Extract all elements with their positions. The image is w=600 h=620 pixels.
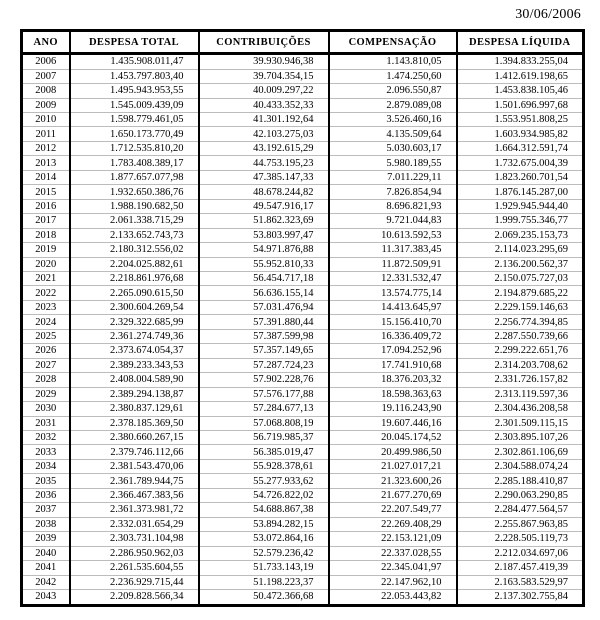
despesa-liquida-cell: 2.285.188.410,87 xyxy=(457,474,584,488)
compensacao-cell: 22.345.041,97 xyxy=(329,561,457,575)
compensacao-cell: 22.207.549,77 xyxy=(329,503,457,517)
despesa-liquida-cell: 1.394.833.255,04 xyxy=(457,54,584,70)
despesa-liquida-cell: 2.150.075.727,03 xyxy=(457,272,584,286)
despesa-liquida-cell: 1.501.696.997,68 xyxy=(457,98,584,112)
year-cell: 2014 xyxy=(22,170,70,184)
despesa-total-cell: 2.361.373.981,72 xyxy=(70,503,199,517)
compensacao-cell: 17.094.252,96 xyxy=(329,344,457,358)
contribuicoes-cell: 56.636.155,14 xyxy=(199,286,329,300)
contribuicoes-cell: 57.284.677,13 xyxy=(199,402,329,416)
despesa-liquida-cell: 1.603.934.985,82 xyxy=(457,127,584,141)
table-row xyxy=(22,127,584,141)
despesa-total-cell: 2.379.746.112,66 xyxy=(70,445,199,459)
compensacao-cell: 5.980.189,55 xyxy=(329,156,457,170)
year-cell: 2023 xyxy=(22,300,70,314)
contribuicoes-cell: 43.192.615,29 xyxy=(199,141,329,155)
contribuicoes-cell: 42.103.275,03 xyxy=(199,127,329,141)
year-cell: 2021 xyxy=(22,272,70,286)
table-row xyxy=(22,98,584,112)
despesa-total-cell: 2.332.031.654,29 xyxy=(70,517,199,531)
year-cell: 2028 xyxy=(22,373,70,387)
year-cell: 2008 xyxy=(22,84,70,98)
despesa-liquida-cell: 2.313.119.597,36 xyxy=(457,387,584,401)
compensacao-cell: 4.135.509,64 xyxy=(329,127,457,141)
despesa-liquida-cell: 2.229.159.146,63 xyxy=(457,300,584,314)
despesa-total-cell: 2.286.950.962,03 xyxy=(70,546,199,560)
despesa-total-cell: 2.133.652.743,73 xyxy=(70,228,199,242)
compensacao-cell: 19.116.243,90 xyxy=(329,402,457,416)
despesa-liquida-cell: 2.137.302.755,84 xyxy=(457,589,584,605)
despesa-liquida-cell: 2.228.505.119,73 xyxy=(457,532,584,546)
despesa-total-cell: 1.712.535.810,20 xyxy=(70,141,199,155)
contribuicoes-cell: 51.198.223,37 xyxy=(199,575,329,589)
despesa-total-cell: 2.209.828.566,34 xyxy=(70,589,199,605)
report-date: 30/06/2006 xyxy=(515,7,581,22)
contribuicoes-cell: 50.472.366,68 xyxy=(199,589,329,605)
compensacao-cell: 11.317.383,45 xyxy=(329,243,457,257)
table-row xyxy=(22,373,584,387)
despesa-total-cell: 1.650.173.770,49 xyxy=(70,127,199,141)
despesa-liquida-cell: 2.314.203.708,62 xyxy=(457,358,584,372)
year-cell: 2037 xyxy=(22,503,70,517)
compensacao-cell: 8.696.821,93 xyxy=(329,199,457,213)
contribuicoes-cell: 47.385.147,33 xyxy=(199,170,329,184)
compensacao-cell: 16.336.409,72 xyxy=(329,329,457,343)
year-cell: 2006 xyxy=(22,54,70,70)
table-row xyxy=(22,402,584,416)
despesa-total-cell: 2.180.312.556,02 xyxy=(70,243,199,257)
year-cell: 2018 xyxy=(22,228,70,242)
contribuicoes-cell: 40.433.352,33 xyxy=(199,98,329,112)
contribuicoes-cell: 57.287.724,23 xyxy=(199,358,329,372)
despesa-liquida-cell: 1.732.675.004,39 xyxy=(457,156,584,170)
year-cell: 2041 xyxy=(22,561,70,575)
contribuicoes-cell: 54.971.876,88 xyxy=(199,243,329,257)
year-cell: 2009 xyxy=(22,98,70,112)
despesa-liquida-cell: 2.136.200.562,37 xyxy=(457,257,584,271)
year-cell: 2034 xyxy=(22,459,70,473)
table-row xyxy=(22,214,584,228)
compensacao-cell: 18.376.203,32 xyxy=(329,373,457,387)
despesa-liquida-cell: 2.284.477.564,57 xyxy=(457,503,584,517)
contribuicoes-cell: 57.387.599,98 xyxy=(199,329,329,343)
year-cell: 2007 xyxy=(22,69,70,83)
despesa-liquida-cell: 1.412.619.198,65 xyxy=(457,69,584,83)
despesa-liquida-cell: 1.453.838.105,46 xyxy=(457,84,584,98)
despesa-total-cell: 1.783.408.389,17 xyxy=(70,156,199,170)
contribuicoes-cell: 41.301.192,64 xyxy=(199,113,329,127)
table-row xyxy=(22,113,584,127)
despesa-liquida-cell: 2.331.726.157,82 xyxy=(457,373,584,387)
table-row xyxy=(22,329,584,343)
despesa-liquida-cell: 1.553.951.808,25 xyxy=(457,113,584,127)
contribuicoes-cell: 55.277.933,62 xyxy=(199,474,329,488)
table-row xyxy=(22,300,584,314)
despesa-liquida-cell: 2.256.774.394,85 xyxy=(457,315,584,329)
table-row xyxy=(22,517,584,531)
year-cell: 2022 xyxy=(22,286,70,300)
year-cell: 2026 xyxy=(22,344,70,358)
contribuicoes-cell: 57.391.880,44 xyxy=(199,315,329,329)
table-header-row xyxy=(22,31,584,54)
despesa-total-cell: 1.495.943.953,55 xyxy=(70,84,199,98)
compensacao-cell: 7.826.854,94 xyxy=(329,185,457,199)
despesa-liquida-cell: 2.069.235.153,73 xyxy=(457,228,584,242)
table-row xyxy=(22,503,584,517)
compensacao-cell: 17.741.910,68 xyxy=(329,358,457,372)
contribuicoes-cell: 53.894.282,15 xyxy=(199,517,329,531)
despesa-liquida-cell: 1.664.312.591,74 xyxy=(457,141,584,155)
table-header xyxy=(22,31,584,54)
table-row xyxy=(22,286,584,300)
despesa-total-cell: 2.303.731.104,98 xyxy=(70,532,199,546)
year-cell: 2025 xyxy=(22,329,70,343)
contribuicoes-cell: 56.719.985,37 xyxy=(199,430,329,444)
contribuicoes-cell: 57.031.476,94 xyxy=(199,300,329,314)
despesa-total-cell: 2.361.789.944,75 xyxy=(70,474,199,488)
report-page xyxy=(20,0,582,607)
despesa-liquida-cell: 2.255.867.963,85 xyxy=(457,517,584,531)
year-cell: 2013 xyxy=(22,156,70,170)
despesa-liquida-cell: 2.114.023.295,69 xyxy=(457,243,584,257)
table-row xyxy=(22,156,584,170)
contribuicoes-cell: 57.902.228,76 xyxy=(199,373,329,387)
table-row xyxy=(22,532,584,546)
year-cell: 2031 xyxy=(22,416,70,430)
table-row xyxy=(22,488,584,502)
compensacao-cell: 22.337.028,55 xyxy=(329,546,457,560)
column-header-despesa-total: DESPESA TOTAL xyxy=(70,31,199,54)
despesa-total-cell: 2.381.543.470,06 xyxy=(70,459,199,473)
despesa-total-cell: 2.329.322.685,99 xyxy=(70,315,199,329)
contribuicoes-cell: 57.357.149,65 xyxy=(199,344,329,358)
year-cell: 2036 xyxy=(22,488,70,502)
contribuicoes-cell: 52.579.236,42 xyxy=(199,546,329,560)
compensacao-cell: 2.879.089,08 xyxy=(329,98,457,112)
despesa-liquida-cell: 2.303.895.107,26 xyxy=(457,430,584,444)
despesa-total-cell: 2.061.338.715,29 xyxy=(70,214,199,228)
contribuicoes-cell: 55.952.810,33 xyxy=(199,257,329,271)
despesa-total-cell: 2.261.535.604,55 xyxy=(70,561,199,575)
contribuicoes-cell: 56.454.717,18 xyxy=(199,272,329,286)
table-row xyxy=(22,358,584,372)
contribuicoes-cell: 54.726.822,02 xyxy=(199,488,329,502)
compensacao-cell: 12.331.532,47 xyxy=(329,272,457,286)
despesa-total-cell: 2.408.004.589,90 xyxy=(70,373,199,387)
despesa-liquida-cell: 2.302.861.106,69 xyxy=(457,445,584,459)
compensacao-cell: 21.027.017,21 xyxy=(329,459,457,473)
despesa-total-cell: 1.598.779.461,05 xyxy=(70,113,199,127)
year-cell: 2024 xyxy=(22,315,70,329)
contribuicoes-cell: 53.803.997,47 xyxy=(199,228,329,242)
table-row xyxy=(22,54,584,70)
contribuicoes-cell: 39.704.354,15 xyxy=(199,69,329,83)
column-header-despesa-liquida: DESPESA LÍQUIDA xyxy=(457,31,584,54)
table-row xyxy=(22,387,584,401)
table-row xyxy=(22,185,584,199)
year-cell: 2012 xyxy=(22,141,70,155)
despesa-total-cell: 1.877.657.077,98 xyxy=(70,170,199,184)
year-cell: 2015 xyxy=(22,185,70,199)
contribuicoes-cell: 51.862.323,69 xyxy=(199,214,329,228)
despesa-total-cell: 2.380.660.267,15 xyxy=(70,430,199,444)
compensacao-cell: 2.096.550,87 xyxy=(329,84,457,98)
despesa-total-cell: 2.204.025.882,61 xyxy=(70,257,199,271)
contribuicoes-cell: 57.068.808,19 xyxy=(199,416,329,430)
table-row xyxy=(22,459,584,473)
year-cell: 2033 xyxy=(22,445,70,459)
pension-expense-projection-table xyxy=(20,29,585,607)
despesa-liquida-cell: 2.299.222.651,76 xyxy=(457,344,584,358)
contribuicoes-cell: 39.930.946,38 xyxy=(199,54,329,70)
compensacao-cell: 18.598.363,63 xyxy=(329,387,457,401)
despesa-liquida-cell: 2.212.034.697,06 xyxy=(457,546,584,560)
table-row xyxy=(22,474,584,488)
despesa-liquida-cell: 2.194.879.685,22 xyxy=(457,286,584,300)
year-cell: 2032 xyxy=(22,430,70,444)
compensacao-cell: 1.143.810,05 xyxy=(329,54,457,70)
contribuicoes-cell: 51.733.143,19 xyxy=(199,561,329,575)
despesa-liquida-cell: 1.929.945.944,40 xyxy=(457,199,584,213)
table-row xyxy=(22,243,584,257)
despesa-total-cell: 1.435.908.011,47 xyxy=(70,54,199,70)
table-row xyxy=(22,575,584,589)
despesa-total-cell: 1.545.009.439,09 xyxy=(70,98,199,112)
year-cell: 2038 xyxy=(22,517,70,531)
contribuicoes-cell: 49.547.916,17 xyxy=(199,199,329,213)
compensacao-cell: 15.156.410,70 xyxy=(329,315,457,329)
table-row xyxy=(22,344,584,358)
year-cell: 2030 xyxy=(22,402,70,416)
compensacao-cell: 13.574.775,14 xyxy=(329,286,457,300)
contribuicoes-cell: 44.753.195,23 xyxy=(199,156,329,170)
compensacao-cell: 1.474.250,60 xyxy=(329,69,457,83)
table-row xyxy=(22,199,584,213)
despesa-liquida-cell: 2.287.550.739,66 xyxy=(457,329,584,343)
contribuicoes-cell: 54.688.867,38 xyxy=(199,503,329,517)
table-row xyxy=(22,228,584,242)
table-row xyxy=(22,272,584,286)
table-row xyxy=(22,445,584,459)
despesa-total-cell: 1.932.650.386,76 xyxy=(70,185,199,199)
year-cell: 2010 xyxy=(22,113,70,127)
despesa-total-cell: 2.361.274.749,36 xyxy=(70,329,199,343)
compensacao-cell: 22.053.443,82 xyxy=(329,589,457,605)
compensacao-cell: 22.269.408,29 xyxy=(329,517,457,531)
despesa-liquida-cell: 2.163.583.529,97 xyxy=(457,575,584,589)
table-row xyxy=(22,589,584,605)
despesa-liquida-cell: 2.187.457.419,39 xyxy=(457,561,584,575)
year-cell: 2027 xyxy=(22,358,70,372)
compensacao-cell: 20.045.174,52 xyxy=(329,430,457,444)
table-row xyxy=(22,69,584,83)
year-cell: 2043 xyxy=(22,589,70,605)
despesa-total-cell: 2.366.467.383,56 xyxy=(70,488,199,502)
compensacao-cell: 10.613.592,53 xyxy=(329,228,457,242)
table-row xyxy=(22,416,584,430)
year-cell: 2042 xyxy=(22,575,70,589)
year-cell: 2035 xyxy=(22,474,70,488)
despesa-liquida-cell: 1.823.260.701,54 xyxy=(457,170,584,184)
year-cell: 2017 xyxy=(22,214,70,228)
compensacao-cell: 22.147.962,10 xyxy=(329,575,457,589)
table-row xyxy=(22,546,584,560)
compensacao-cell: 21.323.600,26 xyxy=(329,474,457,488)
contribuicoes-cell: 57.576.177,88 xyxy=(199,387,329,401)
compensacao-cell: 14.413.645,97 xyxy=(329,300,457,314)
compensacao-cell: 5.030.603,17 xyxy=(329,141,457,155)
table-row xyxy=(22,561,584,575)
contribuicoes-cell: 48.678.244,82 xyxy=(199,185,329,199)
table-body xyxy=(22,54,584,606)
year-cell: 2016 xyxy=(22,199,70,213)
column-header-contribuicoes: CONTRIBUIÇÕES xyxy=(199,31,329,54)
compensacao-cell: 20.499.986,50 xyxy=(329,445,457,459)
table-row xyxy=(22,430,584,444)
compensacao-cell: 22.153.121,09 xyxy=(329,532,457,546)
despesa-liquida-cell: 2.301.509.115,15 xyxy=(457,416,584,430)
despesa-total-cell: 1.988.190.682,50 xyxy=(70,199,199,213)
despesa-total-cell: 2.380.837.129,61 xyxy=(70,402,199,416)
despesa-total-cell: 2.300.604.269,54 xyxy=(70,300,199,314)
year-cell: 2011 xyxy=(22,127,70,141)
year-cell: 2020 xyxy=(22,257,70,271)
compensacao-cell: 9.721.044,83 xyxy=(329,214,457,228)
table-row xyxy=(22,315,584,329)
compensacao-cell: 11.872.509,91 xyxy=(329,257,457,271)
contribuicoes-cell: 55.928.378,61 xyxy=(199,459,329,473)
despesa-liquida-cell: 2.304.436.208,58 xyxy=(457,402,584,416)
contribuicoes-cell: 40.009.297,22 xyxy=(199,84,329,98)
column-header-compensacao: COMPENSAÇÃO xyxy=(329,31,457,54)
table-row xyxy=(22,257,584,271)
despesa-total-cell: 2.389.233.343,53 xyxy=(70,358,199,372)
year-cell: 2039 xyxy=(22,532,70,546)
contribuicoes-cell: 53.072.864,16 xyxy=(199,532,329,546)
table-row xyxy=(22,84,584,98)
despesa-total-cell: 2.373.674.054,37 xyxy=(70,344,199,358)
year-cell: 2040 xyxy=(22,546,70,560)
despesa-liquida-cell: 1.999.755.346,77 xyxy=(457,214,584,228)
despesa-total-cell: 2.218.861.976,68 xyxy=(70,272,199,286)
year-cell: 2019 xyxy=(22,243,70,257)
compensacao-cell: 3.526.460,16 xyxy=(329,113,457,127)
despesa-total-cell: 2.236.929.715,44 xyxy=(70,575,199,589)
table-row xyxy=(22,170,584,184)
table-row xyxy=(22,141,584,155)
despesa-total-cell: 1.453.797.803,40 xyxy=(70,69,199,83)
despesa-liquida-cell: 2.290.063.290,85 xyxy=(457,488,584,502)
despesa-total-cell: 2.389.294.138,87 xyxy=(70,387,199,401)
despesa-total-cell: 2.378.185.369,50 xyxy=(70,416,199,430)
despesa-liquida-cell: 1.876.145.287,00 xyxy=(457,185,584,199)
compensacao-cell: 7.011.229,11 xyxy=(329,170,457,184)
despesa-total-cell: 2.265.090.615,50 xyxy=(70,286,199,300)
compensacao-cell: 19.607.446,16 xyxy=(329,416,457,430)
contribuicoes-cell: 56.385.019,47 xyxy=(199,445,329,459)
despesa-liquida-cell: 2.304.588.074,24 xyxy=(457,459,584,473)
year-cell: 2029 xyxy=(22,387,70,401)
compensacao-cell: 21.677.270,69 xyxy=(329,488,457,502)
column-header-ano: ANO xyxy=(22,31,70,54)
